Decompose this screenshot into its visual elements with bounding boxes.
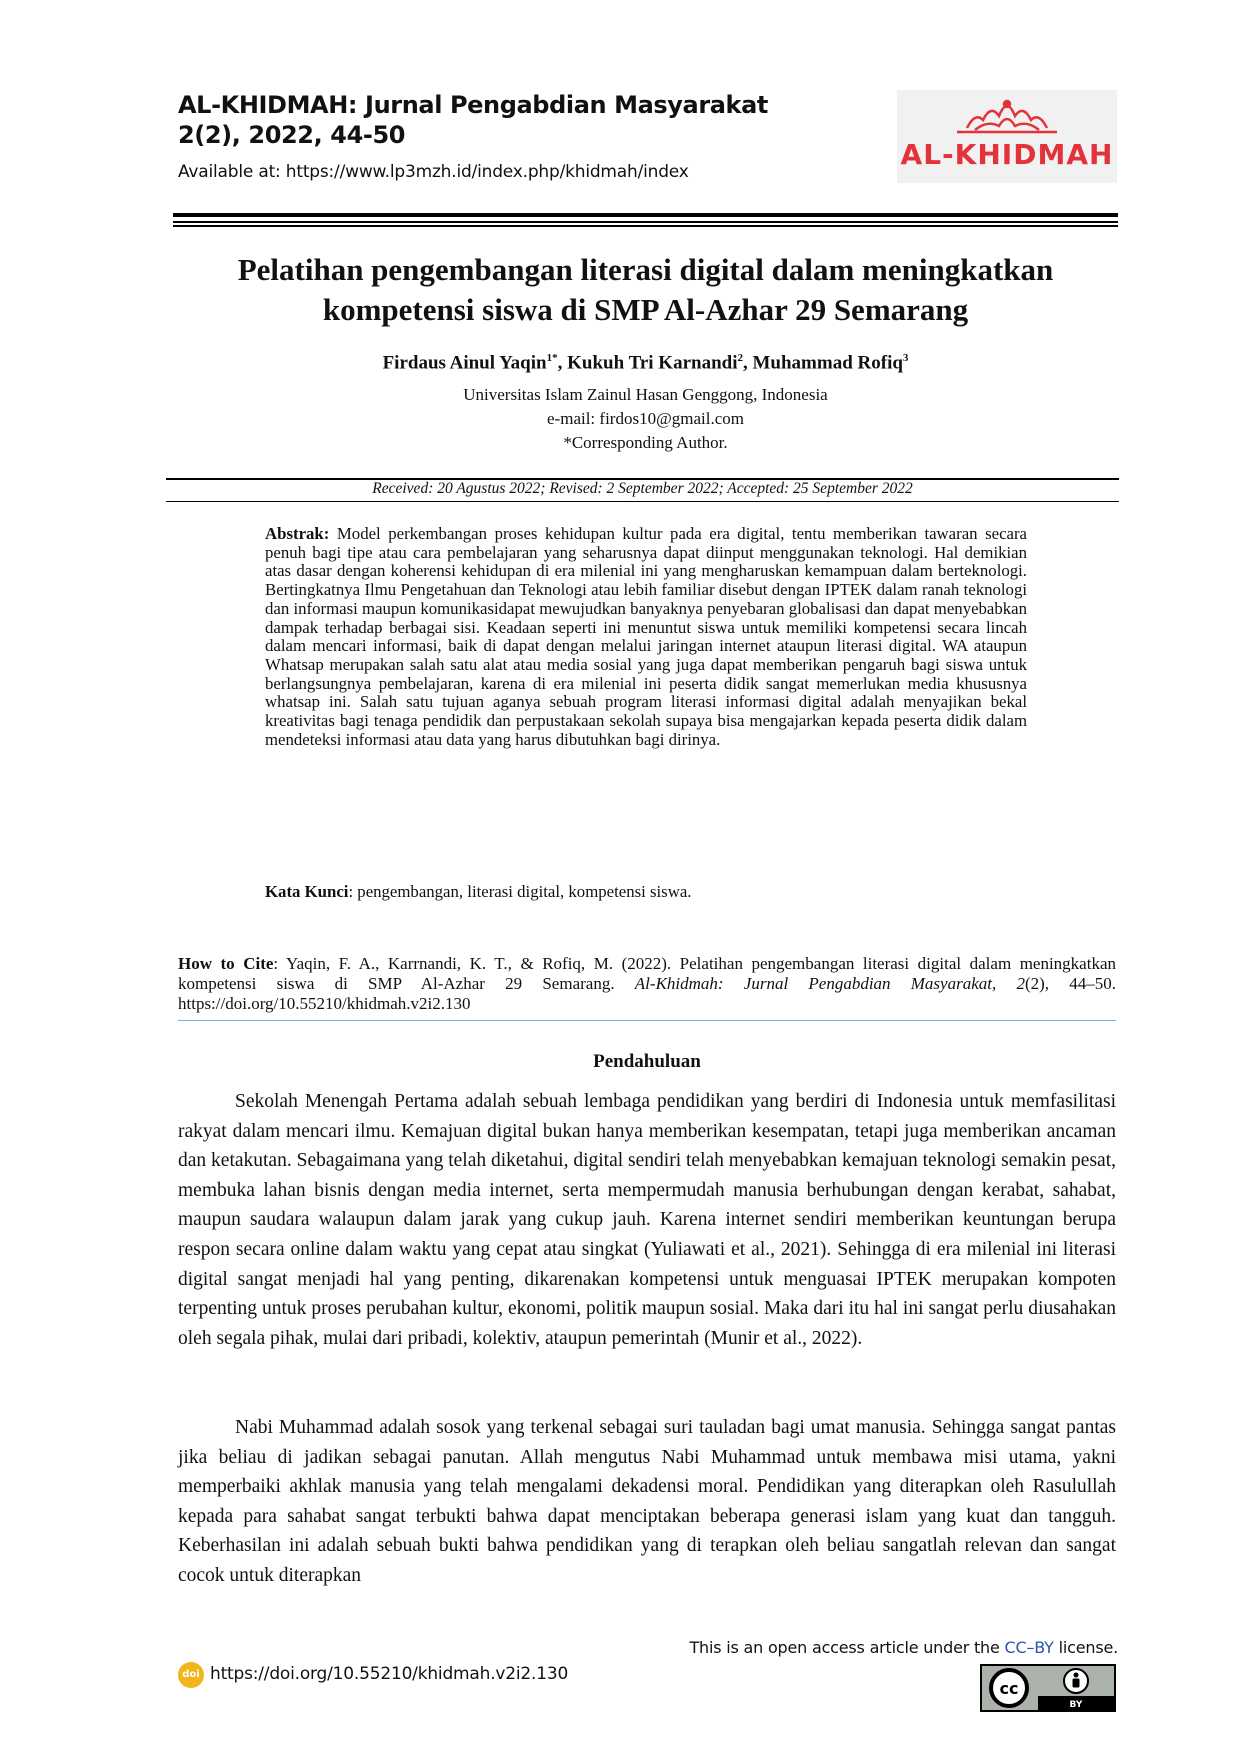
author-name: Firdaus Ainul Yaqin xyxy=(382,352,547,374)
open-access-note xyxy=(688,1638,1118,1657)
open-access-prefix: This is an open access article under the xyxy=(689,1638,1005,1657)
license-link[interactable]: CC–BY xyxy=(1004,1638,1054,1657)
available-at xyxy=(178,162,689,182)
author-name: Kukuh Tri Karnandi xyxy=(567,352,738,374)
author-list: Firdaus Ainul Yaqin$^{1*}$, Kukuh Tri Karnandi$^2$, Muhammad Rofiq$^3$ xyxy=(382,352,909,374)
journal-volume: 2(2), 2022, 44-50 xyxy=(178,121,406,149)
doi-link[interactable]: https://doi.org/10.55210/khidmah.v2i2.130 xyxy=(210,1664,569,1684)
journal-title xyxy=(178,90,768,150)
title-line: kompetensi siswa di SMP Al-Azhar 29 Semarang xyxy=(322,292,969,327)
keywords-label: Kata Kunci xyxy=(265,882,349,901)
corresponding-note: *Corresponding Author. xyxy=(563,433,728,452)
title-line: Pelatihan pengembangan literasi digital dalam meningkatkan xyxy=(237,252,1054,287)
cc-by-license-icon[interactable] xyxy=(980,1664,1116,1712)
body-paragraph: Sekolah Menengah Pertama adalah sebuah lembaga pendidikan yang berdiri di Indonesia untuk memfasilitasi rakyat dalam mencari ilmu. Kemajuan digital bukan hanya memberikan kesempatan, tetapi juga memberikan ancaman dan ketakutan. Sebagaimana yang telah diketahui, digital sendiri telah menyebabkan kemajuan teknologi semakin pesat, membuka lahan bisnis dengan media internet, serta mempermudah manusia berhubungan dengan kerabat, sahabat, maupun saudara walaupun dalam jarak yang cukup jauh. Karena internet sendiri memberikan keuntungan berupa respon secara online dalam waktu yang cepat atau singkat (Yuliawati et al., 2021). Sehingga di era milenial ini literasi digital sangat menjadi hal yang penting, dikarenakan kompetensi untuk menguasai IPTEK merupakan kompoten terpenting untuk proses perubahan kultur, ekonomi, politik maupun sosial. Maka dari itu hal ini sangat perlu diusahakan oleh segala pihak, mulai dari pribadi, kolektiv, ataupun pemerintah (Munir et al., 2022). xyxy=(178,1091,1116,1349)
author-affil-mark: 2 xyxy=(737,352,743,364)
cc-label: cc xyxy=(999,1679,1019,1698)
article-dates: Received: 20 Agustus 2022; Revised: 2 September 2022; Accepted: 25 September 2022 xyxy=(372,480,913,497)
header-rule-thin xyxy=(173,225,1118,227)
affiliation: Universitas Islam Zainul Hasan Genggong, Indonesia xyxy=(463,385,828,404)
keywords xyxy=(265,882,1027,902)
ornament-icon xyxy=(897,90,1117,140)
header-rule-thin xyxy=(173,221,1118,223)
body-paragraph: Nabi Muhammad adalah sosok yang terkenal sebagai suri tauladan bagi umat manusia. Sehingga sangat pantas jika beliau di jadikan sebagai panutan. Allah mengutus Nabi Muhammad untuk membawa misi utama, yakni memperbaiki akhlak manusia yang telah mengalami dekadensi moral. Pendidikan yang diterapkan oleh Rasulullah kepada para sahabat sangat terbukti bahwa dapat menciptakan beberapa generasi islam yang kuat dan tangguh. Keberhasilan ini adalah sebuah bukti bahwa pendidikan yang di terapkan oleh beliau sangatlah relevan dan sangat cocok untuk diterapkan xyxy=(178,1417,1116,1586)
journal-url[interactable]: https://www.lp3mzh.id/index.php/khidmah/index xyxy=(285,162,689,182)
cite-doi: (2), 44–50. https://doi.org/10.55210/khidmah.v2i2.130 xyxy=(178,974,1116,1013)
author-affil-mark: 1* xyxy=(546,352,558,364)
email: e-mail: firdos10@gmail.com xyxy=(547,409,744,428)
divider xyxy=(166,501,1119,502)
abstract-label: Abstrak: xyxy=(265,524,330,543)
how-to-cite xyxy=(178,954,1116,1014)
abstract xyxy=(265,525,1027,749)
cite-journal: Al-Khidmah: Jurnal Pengabdian Masyarakat, 2 xyxy=(634,974,1025,993)
divider xyxy=(178,1020,1116,1021)
abstract-text: Model perkembangan proses kehidupan kultur pada era digital, tentu memberikan tawaran secara penuh bagi tipe atau cara pembelajaran yang seharusnya dapat diinput menggunakan teknologi. Hal demikian atas dasar dengan koherensi kehidupan di era milenial ini yang mengharuskan kemampuan dalam berteknologi. Bertingkatnya Ilmu Pengetahuan dan Teknologi atau lebih familiar disebut dengan IPTEK dalam ranah teknologi dan informasi maupun komunikasidapat mewujudkan banyaknya penyebaran globalisasi dan dapat menyebabkan dampak terhadap berbagai sisi. Keadaan seperti ini menuntut siswa untuk memiliki kompetensi secara lincah dalam mencari informasi, baik di dapat dengan melalui jaringan internet ataupun literasi digital. WA ataupun Whatsap merupakan salah satu alat atau media sosial yang juga dapat memberikan pengaruh bagi siswa untuk berlangsungnya pembelajaran, karena di era milenial ini peserta didik sangat memerlukan media khususnya whatsap ini. Salah satu tujuan aganya sebuah program literasi informasi digital adalah menyajikan bekal kreativitas bagi tenaga pendidik dan perpustakaan sekolah supaya bisa mengajarkan kepada peserta didik dalam mendeteksi informasi atau data yang harus dibutuhkan bagi dirinya. xyxy=(265,524,1027,749)
open-access-suffix: license. xyxy=(1053,1638,1118,1657)
doi-icon: doi xyxy=(178,1662,204,1688)
keywords-text: : pengembangan, literasi digital, kompetensi siswa. xyxy=(348,882,692,901)
author-name: Muhammad Rofiq xyxy=(752,352,903,374)
available-label: Available at: xyxy=(178,162,286,182)
cite-text: : Yaqin, F. A., Karrnandi, K. T., & Rofiq, M. (2022). Pelatihan pengembangan literasi digital dalam meningkatkan kompetensi siswa di SMP Al-Azhar 29 Semarang. xyxy=(178,954,1116,993)
affiliation-block xyxy=(173,383,1118,455)
by-label: BY xyxy=(1069,1700,1083,1710)
header-rule xyxy=(173,213,1118,217)
journal-name: AL-KHIDMAH: Jurnal Pengabdian Masyarakat xyxy=(178,91,768,119)
logo-text: AL-KHIDMAH xyxy=(900,138,1114,171)
author-affil-mark: 3 xyxy=(902,352,909,364)
section-heading: Pendahuluan xyxy=(593,1051,701,1072)
article-title xyxy=(173,250,1118,330)
cite-label: How to Cite xyxy=(178,954,274,973)
journal-logo xyxy=(897,90,1117,183)
